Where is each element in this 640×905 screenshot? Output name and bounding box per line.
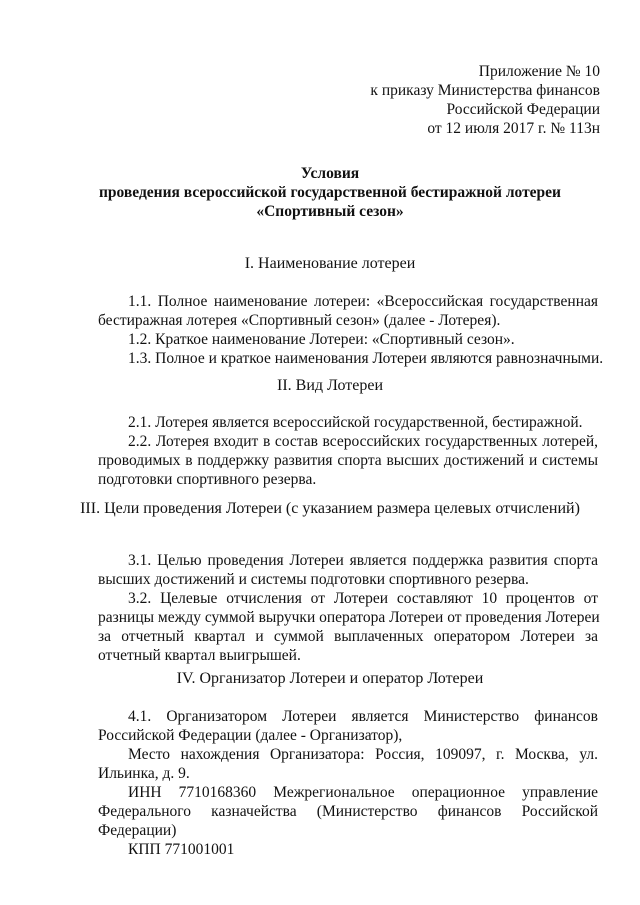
- appendix-country: Российской Федерации: [446, 101, 600, 118]
- appendix-order: к приказу Министерства финансов: [370, 82, 600, 99]
- paragraph-1-3: 1.3. Полное и краткое наименования Лотереи являются равнозначными.: [128, 350, 604, 367]
- appendix-date: от 12 июля 2017 г. № 113н: [427, 120, 600, 137]
- organizer-inn-line-3: Федерации): [98, 822, 177, 839]
- paragraph-1-2: 1.2. Краткое наименование Лотереи: «Спортивный сезон».: [128, 331, 515, 348]
- organizer-inn-line-2: Федерального казначейства (Министерство финансов Российской: [98, 803, 598, 820]
- paragraph-4-1-line-2: Российской Федерации (далее - Организатор),: [98, 727, 403, 744]
- paragraph-2-1: 2.1. Лотерея является всероссийской государственной, бестиражной.: [128, 414, 583, 431]
- title-line-1: Условия: [300, 165, 360, 182]
- section-heading-4: IV. Организатор Лотереи и оператор Лотереи: [176, 670, 484, 687]
- paragraph-1-1-line-2: бестиражная лотерея «Спортивный сезон» (далее - Лотерея).: [98, 312, 501, 329]
- section-heading-1: I. Наименование лотереи: [244, 255, 416, 272]
- paragraph-3-2-line-4: отчетный квартал выигрышей.: [98, 647, 301, 664]
- appendix-header: [370, 62, 600, 138]
- appendix-number: Приложение № 10: [478, 63, 600, 80]
- paragraph-2-2-line-2: проводимых в поддержку развития спорта высших достижений и системы: [98, 452, 598, 469]
- paragraph-3-2-line-1: 3.2. Целевые отчисления от Лотереи составляют 10 процентов от: [128, 590, 598, 607]
- organizer-inn-line-1: ИНН 7710168360 Межрегиональное операционное управление: [128, 784, 598, 801]
- organizer-address-line-1: Место нахождения Организатора: Россия, 109097, г. Москва, ул.: [128, 746, 598, 763]
- paragraph-1-1-line-1: 1.1. Полное наименование лотереи: «Всероссийская государственная: [128, 293, 598, 310]
- organizer-kpp: КПП 771001001: [128, 841, 235, 858]
- title-line-3: «Спортивный сезон»: [256, 203, 404, 220]
- paragraph-2-2-line-3: подготовки спортивного резерва.: [98, 471, 317, 488]
- paragraph-3-1-line-1: 3.1. Целью проведения Лотереи является поддержка развития спорта: [128, 552, 598, 569]
- section-heading-3: III. Цели проведения Лотереи (с указанием размера целевых отчислений): [80, 500, 580, 517]
- paragraph-2-2-line-1: 2.2. Лотерея входит в состав всероссийских государственных лотерей,: [128, 433, 598, 450]
- paragraph-3-2-line-3: за отчетный квартал и суммой выплаченных оператором Лотереи за: [98, 628, 598, 645]
- paragraph-4-1-line-1: 4.1. Организатором Лотереи является Министерство финансов: [128, 708, 598, 725]
- title-line-2: проведения всероссийской государственной бестиражной лотереи: [99, 184, 561, 201]
- organizer-address-line-2: Ильинка, д. 9.: [98, 765, 190, 782]
- document-title: [60, 164, 600, 221]
- section-heading-2: II. Вид Лотереи: [276, 377, 384, 394]
- paragraph-3-2-line-2: разницы между суммой выручки оператора Лотереи от проведения Лотереи: [98, 609, 600, 626]
- paragraph-3-1-line-2: высших достижений и системы подготовки спортивного резерва.: [98, 571, 529, 588]
